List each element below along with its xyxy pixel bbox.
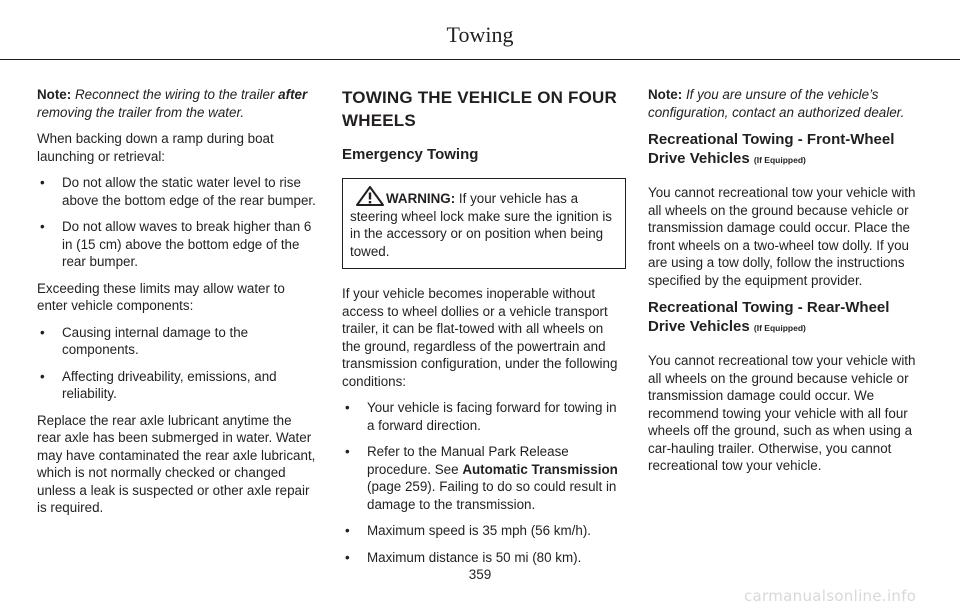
list-item (342, 443, 622, 513)
water-level-list (37, 174, 317, 271)
warning-text: If your vehicle has a steering wheel lock make sure the ignition is in the accessory or on position when being towed. (350, 191, 612, 259)
column-middle (342, 86, 622, 575)
note-label: Note: (648, 87, 683, 102)
fwd-heading (648, 130, 928, 170)
note (37, 86, 317, 121)
rwd-paragraph: You cannot recreational tow your vehicle with all wheels on the ground because vehicle or transmission damage could occur. We recommend towing your vehicle with all four wheels off the ground, such as when using a car-hauling trailer. Otherwise, you cannot recreational tow your vehicle. (648, 353, 916, 473)
note-emphasis: after (278, 87, 308, 102)
rwd-equipped-tag: (If Equipped) (753, 323, 806, 333)
column-right (648, 86, 928, 484)
list-item: • Causing internal damage to the components. (37, 324, 317, 359)
fwd-heading-text: Recreational Towing - Front-Wheel Drive Vehicles (648, 131, 895, 167)
warning-triangle-icon (356, 186, 384, 206)
column-left (37, 86, 317, 526)
watermark: carmanualsonline.info (744, 587, 917, 605)
list-item-text: (page 259). Failing to do so could result in damage to the transmission. (367, 479, 617, 512)
list-item-text: Refer to the Manual Park Release procedure. See (367, 444, 569, 477)
list-item: • Maximum speed is 35 mph (56 km/h). (342, 522, 622, 540)
exceed-paragraph: Exceeding these limits may allow water to enter vehicle components: (37, 280, 285, 313)
warning-box (342, 178, 626, 269)
rwd-heading (648, 298, 928, 338)
emergency-towing-heading: Emergency Towing (342, 146, 479, 163)
warning-label: WARNING: (386, 191, 456, 206)
note-label: Note: (37, 87, 72, 102)
config-note (648, 86, 928, 121)
list-item: • Do not allow waves to break higher than 6 in (15 cm) above the bottom edge of the rear bumper. (37, 218, 317, 271)
page-number: 359 (468, 567, 492, 582)
ramp-intro: When backing down a ramp during boat launching or retrieval: (37, 131, 274, 164)
components-list (37, 324, 317, 403)
replace-lubricant-paragraph: Replace the rear axle lubricant anytime the rear axle has been submerged in water. Water may have contaminated the rear axle lubricant, which is not normally checked or changed unless a leak is suspected or other axle repair is required. (37, 412, 316, 515)
list-item: • Affecting driveability, emissions, and reliability. (37, 368, 317, 403)
header-rule (0, 59, 960, 60)
rwd-heading-text: Recreational Towing - Rear-Wheel Drive Vehicles (648, 299, 890, 335)
note-text-1: Reconnect the wiring to the trailer (74, 87, 275, 102)
page-title: Towing (446, 22, 514, 47)
list-item: • Maximum distance is 50 mi (80 km). (342, 549, 622, 567)
inoperable-paragraph: If your vehicle becomes inoperable without access to wheel dollies or a vehicle transport trailer, it can be flat-towed with all wheels on the ground, regardless of the powertrain and transmission configuration, under the following conditions: (342, 286, 618, 389)
automatic-transmission-link[interactable]: Automatic Transmission (462, 461, 618, 477)
section-heading: TOWING THE VEHICLE ON FOUR WHEELS (342, 88, 618, 130)
fwd-equipped-tag: (If Equipped) (753, 155, 806, 165)
fwd-paragraph: You cannot recreational tow your vehicle with all wheels on the ground because vehicle or transmission damage could occur. Place the front wheels on a two-wheel tow dolly. If you are using a tow dolly, follow the instructions specified by the equipment provider. (648, 185, 916, 288)
list-item: • Do not allow the static water level to rise above the bottom edge of the rear bumper. (37, 174, 317, 209)
note-text: If you are unsure of the vehicle’s configuration, contact an authorized dealer. (648, 87, 905, 120)
note-text-2: removing the trailer from the water. (37, 104, 245, 120)
conditions-list (342, 399, 622, 566)
list-item: • Your vehicle is facing forward for towing in a forward direction. (342, 399, 622, 434)
